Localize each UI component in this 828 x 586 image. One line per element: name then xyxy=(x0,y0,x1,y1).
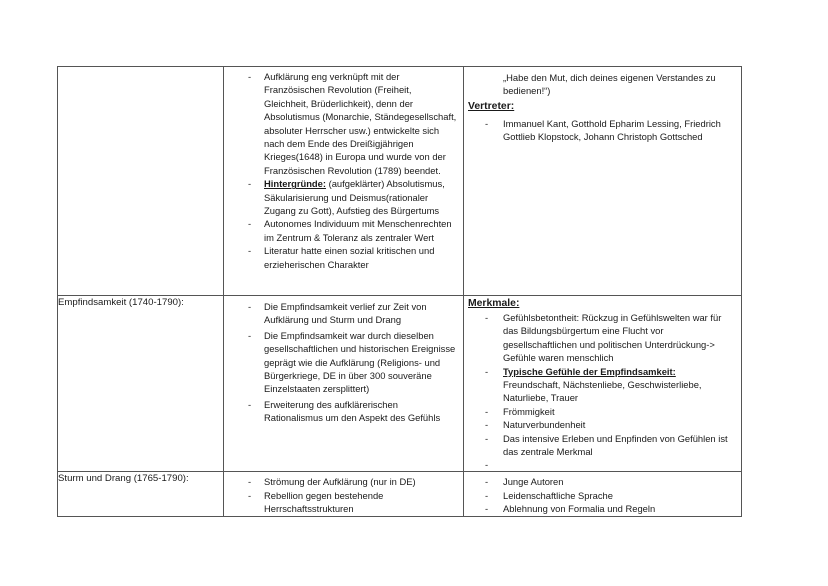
features-list xyxy=(464,311,741,471)
context-list xyxy=(224,67,463,271)
list-item-heading: Typische Gefühle der Empfindsamkeit: xyxy=(503,365,676,377)
list-item xyxy=(224,177,463,217)
list-item-text: (aufgeklärter) Absolutismus, Säkularisierung und Deismus(rationaler Zugang zu Gott), Aufstieg des Bürgertums xyxy=(264,178,445,217)
list-item: - Aufklärung eng verknüpft mit der Französischen Revolution (Freiheit, Gleichheit, Brüderlichkeit), denn der Absolutismus (Monarchie, Ständegesellschaft, absoluter Herrscher usw.) entwickelte sich nach dem Ende des Dreißigjährigen Krieges(1648) in Europa und wurde von der Französischen Revolution (1789) beendet. xyxy=(224,70,463,177)
list-item: - Die Empfindsamkeit verlief zur Zeit von Aufklärung und Sturm und Drang xyxy=(224,300,463,327)
list-item: - Die Empfindsamkeit war durch dieselben gesellschaftlichen und historischen Ereignisse geprägt wie die Aufklärung (Religions- und Bürgerkriege, DE in über 300 souveräne Einzelstaaten zersplittert) xyxy=(224,329,463,396)
table-row xyxy=(58,472,742,516)
epoch-label: Sturm und Drang (1765-1790): xyxy=(58,473,189,485)
list-item: - Strömung der Aufklärung (nur in DE) xyxy=(224,475,463,488)
list-item: - Literatur hatte einen sozial kritischen und erzieherischen Charakter xyxy=(224,244,463,271)
features-list xyxy=(464,472,741,515)
list-item: - Frömmigkeit xyxy=(464,405,741,418)
epoch-label-cell xyxy=(58,67,224,296)
features-cell xyxy=(464,472,742,516)
table-row xyxy=(58,67,742,296)
list-item: - Ablehnung von Formalia und Regeln xyxy=(464,502,741,515)
list-item: - Autonomes Individuum mit Menschenrechten im Zentrum & Toleranz als zentraler Wert xyxy=(224,217,463,244)
list-item: - Gefühlsbetontheit: Rückzug in Gefühlswelten war für das Bildungsbürgertum eine Flucht vor gesellschaftlichen und politischen Unterdrückung-> Gefühle waren menschlich xyxy=(464,311,741,365)
list-item xyxy=(464,458,741,471)
epochs-table xyxy=(57,66,742,517)
section-heading: Vertreter: xyxy=(468,100,515,112)
epoch-label: Empfindsamkeit (1740-1790): xyxy=(58,297,184,308)
context-cell xyxy=(224,67,464,296)
list-item: - Junge Autoren xyxy=(464,475,741,488)
features-cell xyxy=(464,296,742,472)
table-row xyxy=(58,296,742,472)
context-list xyxy=(224,296,463,425)
list-item: - Das intensive Erleben und Enpfinden von Gefühlen ist das zentrale Merkmal xyxy=(464,432,741,459)
context-cell xyxy=(224,296,464,472)
quote-text: „Habe den Mut, dich deines eigenen Verstandes zu bedienen!“) xyxy=(503,72,716,97)
features-cell xyxy=(464,67,742,296)
section-heading: Merkmale: xyxy=(468,298,520,309)
context-list xyxy=(224,472,463,515)
list-item xyxy=(464,365,741,405)
context-cell xyxy=(224,472,464,516)
list-item: - Rebellion gegen bestehende Herrschaftsstrukturen xyxy=(224,489,463,516)
list-item: - Erweiterung des aufklärerischen Rationalismus um den Aspekt des Gefühls xyxy=(224,398,463,425)
list-item: - Immanuel Kant, Gotthold Epharim Lessing, Friedrich Gottlieb Klopstock, Johann Christoph Gottsched xyxy=(464,117,741,144)
list-item: - Naturverbundenheit xyxy=(464,418,741,431)
epoch-label-cell xyxy=(58,472,224,516)
representatives-list xyxy=(464,117,741,144)
epoch-label-cell xyxy=(58,296,224,472)
list-item-text: Freundschaft, Nächstenliebe, Geschwisterliebe, Naturliebe, Trauer xyxy=(503,379,702,404)
list-item-heading: Hintergründe: xyxy=(264,178,326,190)
list-item: - Leidenschaftliche Sprache xyxy=(464,489,741,502)
